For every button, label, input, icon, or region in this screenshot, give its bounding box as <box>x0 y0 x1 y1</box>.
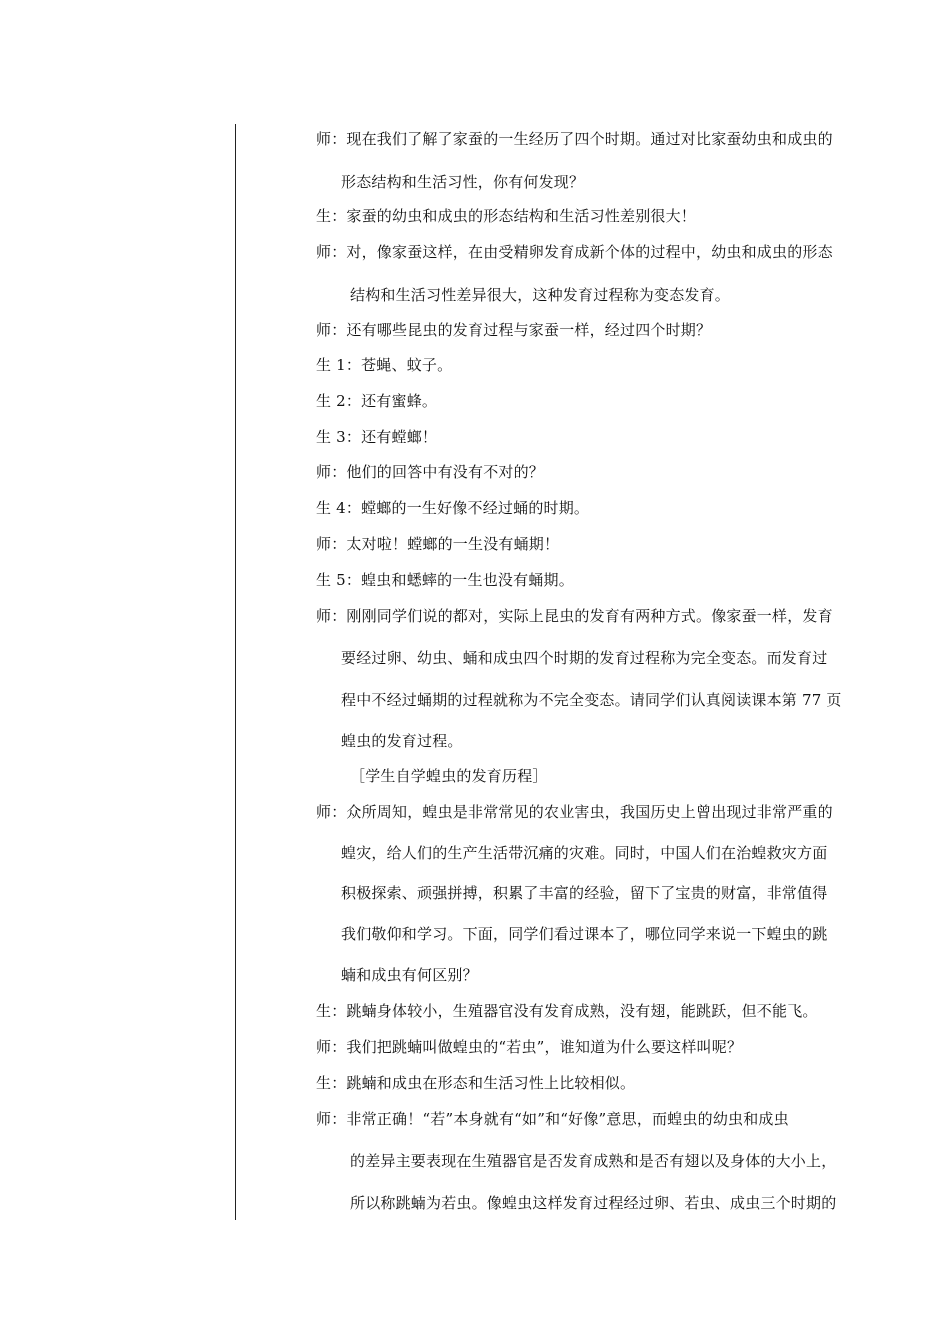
dialogue-line: 师：众所周知，蝗虫是非常常见的农业害虫，我国历史上曾出现过非常严重的 <box>316 803 833 821</box>
dialogue-line: 程中不经过蛹期的过程就称为不完全变态。请同学们认真阅读课本第 77 页 <box>341 691 842 709</box>
dialogue-line: 师：他们的回答中有没有不对的？ <box>316 463 545 481</box>
dialogue-line: 师：太对啦！螳螂的一生没有蛹期！ <box>316 535 560 553</box>
dialogue-line: 我们敬仰和学习。下面，同学们看过课本了，哪位同学来说一下蝗虫的跳 <box>341 925 828 943</box>
left-margin-rule <box>235 124 236 1220</box>
dialogue-line: 形态结构和生活习性，你有何发现？ <box>341 173 585 191</box>
dialogue-line: 生 4：螳螂的一生好像不经过蛹的时期。 <box>316 499 590 517</box>
dialogue-line: 蝗灾，给人们的生产生活带沉痛的灾难。同时，中国人们在治蝗救灾方面 <box>341 844 828 862</box>
dialogue-line: 师：还有哪些昆虫的发育过程与家蚕一样，经过四个时期？ <box>316 321 712 339</box>
dialogue-line: 师：对，像家蚕这样，在由受精卵发育成新个体的过程中，幼虫和成虫的形态 <box>316 243 833 261</box>
dialogue-line: 师：我们把跳蝻叫做蝗虫的“若虫”，谁知道为什么要这样叫呢？ <box>316 1038 743 1056</box>
dialogue-line: 生：家蚕的幼虫和成虫的形态结构和生活习性差别很大！ <box>316 207 697 225</box>
dialogue-line: 要经过卵、幼虫、蛹和成虫四个时期的发育过程称为完全变态。而发育过 <box>341 649 828 667</box>
dialogue-line: 生 3：还有螳螂！ <box>316 428 438 446</box>
dialogue-line: 师：现在我们了解了家蚕的一生经历了四个时期。通过对比家蚕幼虫和成虫的 <box>316 130 833 148</box>
dialogue-line: 生 5：蝗虫和蟋蟀的一生也没有蛹期。 <box>316 571 574 589</box>
dialogue-line: 蝗虫的发育过程。 <box>341 732 463 750</box>
dialogue-line: 所以称跳蝻为若虫。像蝗虫这样发育过程经过卵、若虫、成虫三个时期的 <box>350 1194 837 1212</box>
dialogue-line: 积极探索、顽强拼搏，积累了丰富的经验，留下了宝贵的财富，非常值得 <box>341 884 828 902</box>
dialogue-line: 生：跳蝻身体较小，生殖器官没有发育成熟，没有翅，能跳跃，但不能飞。 <box>316 1002 818 1020</box>
dialogue-line: 生 1：苍蝇、蚊子。 <box>316 356 453 374</box>
dialogue-line: 生：跳蝻和成虫在形态和生活习性上比较相似。 <box>316 1074 636 1092</box>
dialogue-line: 生 2：还有蜜蜂。 <box>316 392 438 410</box>
dialogue-line: 师：非常正确！“若”本身就有“如”和“好像”意思，而蝗虫的幼虫和成虫 <box>316 1110 789 1128</box>
dialogue-line: 的差异主要表现在生殖器官是否发育成熟和是否有翅以及身体的大小上， <box>350 1152 837 1170</box>
stage-direction: ［学生自学蝗虫的发育历程］ <box>350 767 548 785</box>
dialogue-line: 结构和生活习性差异很大，这种发育过程称为变态发育。 <box>350 286 731 304</box>
dialogue-line: 师：刚刚同学们说的都对，实际上昆虫的发育有两种方式。像家蚕一样，发育 <box>316 607 833 625</box>
dialogue-line: 蝻和成虫有何区别？ <box>341 966 478 984</box>
